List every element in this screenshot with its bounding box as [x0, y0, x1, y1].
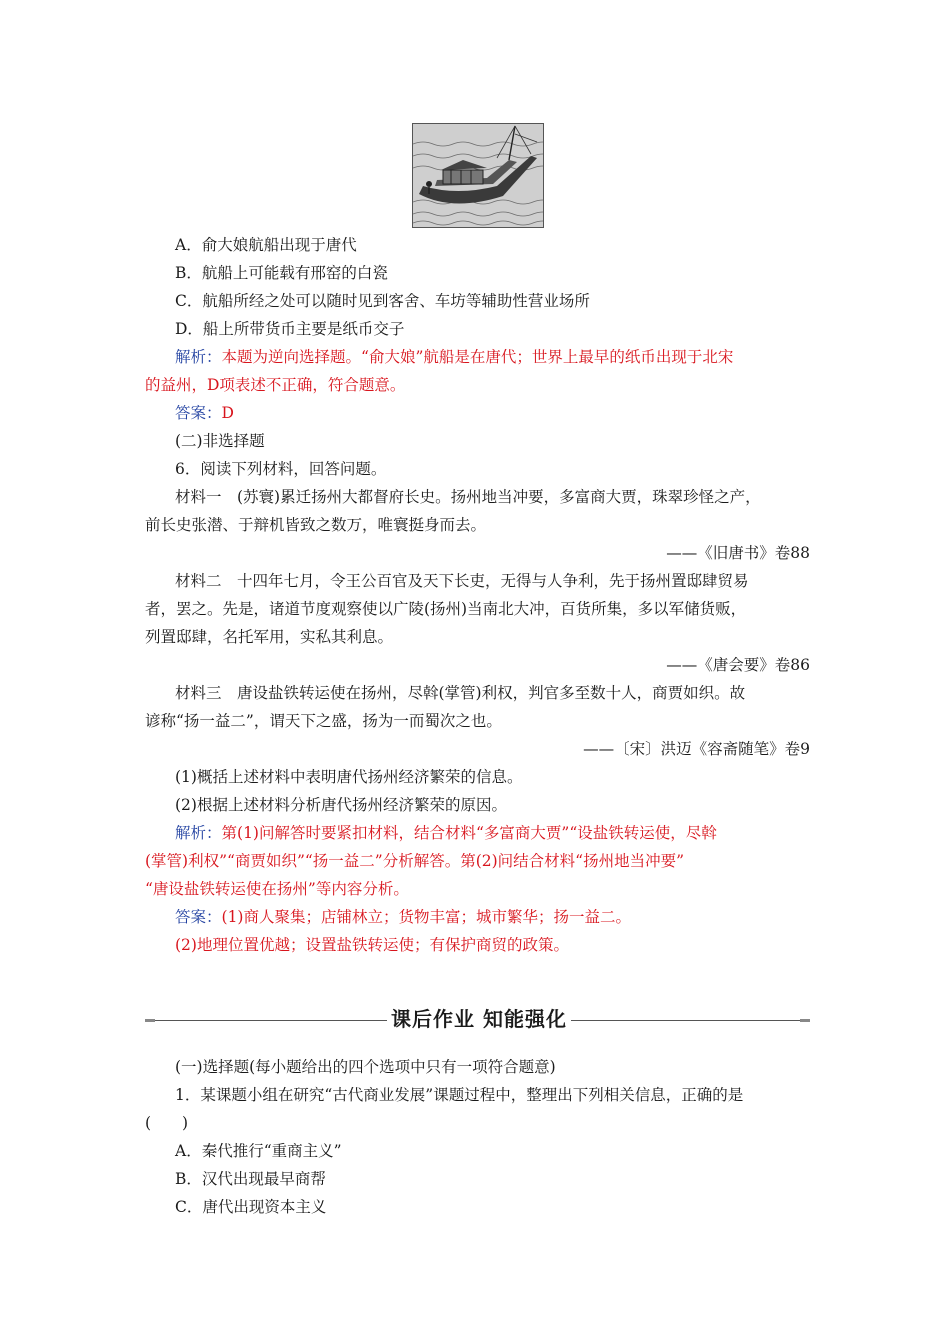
material2-line3: 列置邸肆，名托军用，实私其利息。 — [145, 628, 394, 646]
answer-text: (1)商人聚集；店铺林立；货物丰富；城市繁华；扬一益二。 — [221, 908, 631, 926]
q6-analysis-line2: (掌管)利权”“商贾如织”“扬一益二”分析解答。第(2)问结合材料“扬州地当冲要” — [145, 852, 685, 870]
q5-option-c: C．航船所经之处可以随时见到客舍、车坊等辅助性营业场所 — [175, 292, 590, 310]
q5-analysis-line1 — [145, 347, 810, 367]
ship-drawing — [413, 124, 543, 227]
heading-rule-cap-left — [145, 1019, 155, 1022]
heading-rule-cap-right — [800, 1019, 810, 1022]
homework-heading — [145, 1001, 810, 1037]
answer-label: 答案： — [175, 404, 222, 422]
analysis-text: 本题为逆向选择题。“俞大娘”航船是在唐代；世界上最早的纸币出现于北宋 — [221, 348, 734, 366]
q6-answer-line2: (2)地理位置优越；设置盐铁转运使；有保护商贸的政策。 — [175, 936, 569, 954]
heading-rule-right — [571, 1020, 803, 1021]
ship-illustration — [412, 123, 544, 228]
material2-source: ——《唐会要》卷86 — [666, 656, 810, 674]
material1-line1: 材料一 (苏寰)累迁扬州大都督府长史。扬州地当冲要，多富商大贾，珠翠珍怪之产， — [175, 488, 761, 506]
q6-sub2: (2)根据上述材料分析唐代扬州经济繁荣的原因。 — [175, 796, 507, 814]
q5-option-d: D．船上所带货币主要是纸币交子 — [175, 320, 405, 338]
homework-q1-option-b: B．汉代出现最早商帮 — [175, 1170, 326, 1188]
q6-stem: 6．阅读下列材料，回答问题。 — [175, 460, 387, 478]
material3-line2: 谚称“扬一益二”，谓天下之盛，扬为一而蜀次之也。 — [145, 712, 502, 730]
q5-option-a: A．俞大娘航船出现于唐代 — [175, 236, 357, 254]
homework-q1-option-c: C．唐代出现资本主义 — [175, 1198, 327, 1216]
analysis-label: 解析： — [175, 348, 222, 366]
q6-answer-line1 — [145, 907, 810, 927]
answer-label: 答案： — [175, 908, 222, 926]
material2-line1: 材料二 十四年七月，令王公百官及天下长吏，无得与人争利，先于扬州置邸肆贸易 — [175, 572, 749, 590]
material2-line2: 者，罢之。先是，诸道节度观察使以广陵(扬州)当南北大冲，百货所集，多以军储货贩， — [145, 600, 747, 618]
answer-value: D — [221, 404, 234, 422]
q6-analysis-line1 — [145, 823, 810, 843]
analysis-label: 解析： — [175, 824, 222, 842]
section-nonchoice-heading: (二)非选择题 — [175, 432, 265, 450]
q5-answer — [145, 403, 810, 423]
homework-section-heading: (一)选择题(每小题给出的四个选项中只有一项符合题意) — [175, 1058, 556, 1076]
q5-option-b: B．航船上可能载有邢窑的白瓷 — [175, 264, 388, 282]
q6-analysis-line3: “唐设盐铁转运使在扬州”等内容分析。 — [145, 880, 409, 898]
analysis-text: 第(1)问解答时要紧扣材料，结合材料“多富商大贾”“设盐铁转运使，尽斡 — [221, 824, 717, 842]
q5-analysis-line2: 的益州，D项表述不正确，符合题意。 — [145, 376, 406, 394]
homework-q1-option-a: A．秦代推行“重商主义” — [175, 1142, 342, 1160]
q6-sub1: (1)概括上述材料中表明唐代扬州经济繁荣的信息。 — [175, 768, 523, 786]
material3-source: ——〔宋〕洪迈《容斋随笔》卷9 — [583, 740, 810, 758]
heading-rule-left — [155, 1020, 387, 1021]
material1-line2: 前长史张潜、于辩机皆致之数万，唯寰挺身而去。 — [145, 516, 487, 534]
material3-line1: 材料三 唐设盐铁转运使在扬州，尽斡(掌管)利权，判官多至数十人，商贾如织。故 — [175, 684, 746, 702]
homework-title: 课后作业 知能强化 — [391, 1007, 567, 1031]
homework-q1-line2: ( ) — [145, 1114, 189, 1132]
homework-q1-line1: 1．某课题小组在研究“古代商业发展”课题过程中，整理出下列相关信息，正确的是 — [175, 1086, 744, 1104]
material1-source: ——《旧唐书》卷88 — [666, 544, 810, 562]
